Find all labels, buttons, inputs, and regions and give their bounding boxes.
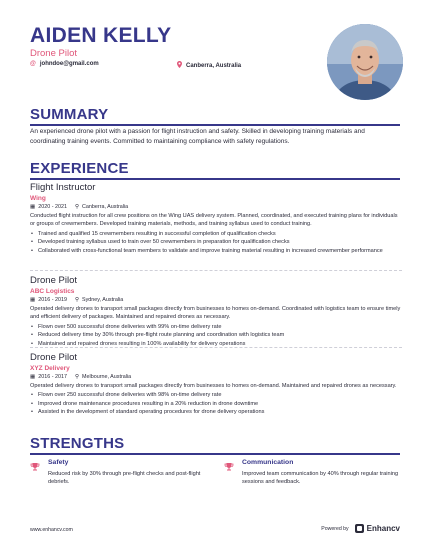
job-title: Flight Instructor: [30, 182, 96, 193]
powered-by-text: Powered by: [321, 525, 349, 532]
experience-rule: [30, 178, 400, 180]
job-bullet: • Flown over 250 successful drone deliveries with 98% on-time delivery rate: [30, 391, 402, 399]
summary-text: An experienced drone pilot with a passion for flight instruction and safety. Skilled in developing training materials and coordinating training events. Committed to maintaining compliance with safety regulations.: [30, 128, 365, 145]
location-text: Canberra, Australia: [186, 62, 242, 69]
calendar-icon: ▦: [30, 204, 36, 210]
job-bullet: • Maintained and repaired drones resulting in 100% availability for delivery operations: [30, 340, 402, 348]
job-entry: [30, 275, 402, 348]
enhancv-logo: [355, 524, 400, 533]
summary-rule: [30, 124, 400, 126]
job-bullet: • Improved drone maintenance procedures resulting in a 20% reduction in drone downtime: [30, 400, 402, 408]
job-company: XYZ Delivery: [30, 365, 70, 372]
enhancv-logo-icon: [355, 524, 364, 533]
strengths-rule: [30, 453, 400, 455]
job-meta: [30, 297, 402, 303]
strength-description: Reduced risk by 30% through pre-flight checks and post-flight debriefs.: [48, 471, 201, 486]
calendar-icon: ▦: [30, 297, 36, 303]
at-icon: @: [30, 61, 36, 67]
job-location: Canberra, Australia: [82, 204, 129, 210]
job-meta: [30, 204, 402, 210]
calendar-icon: ▦: [30, 374, 36, 380]
job-location: Melbourne, Australia: [82, 374, 132, 380]
trophy-icon: [30, 459, 40, 469]
footer-website[interactable]: www.enhancv.com: [30, 527, 73, 533]
brand-name: Enhancv: [366, 524, 400, 533]
job-bullets: [30, 391, 402, 416]
job-bullet: • Developed training syllabus used to train over 50 crewmembers in preparation for qualification checks: [30, 238, 402, 246]
job-description: Operated delivery drones to transport small packages directly from businesses to homes on-demand. Maintained and repaired drones as necessary.: [30, 383, 397, 389]
job-bullets: [30, 230, 402, 255]
job-bullets: [30, 323, 402, 348]
job-title: Drone Pilot: [30, 352, 77, 363]
job-dates: 2016 - 2019: [38, 297, 67, 303]
strength-description: Improved team communication by 40% through regular training sessions and feedback.: [242, 471, 399, 486]
trophy-icon: [224, 459, 234, 469]
job-description: Conducted flight instruction for all crew positions on the Wing UAS delivery system. Planned, coordinated, and executed training plans for individuals or groups of crewmembers. Developed training materials, methods, and training syllabus used to conduct training.: [30, 213, 398, 228]
job-company: Wing: [30, 195, 46, 202]
candidate-title: Drone Pilot: [30, 48, 77, 59]
job-bullet: • Collaborated with cross-functional team members to validate and improve training material resulting in increased crewmember performance: [30, 247, 402, 255]
contact-location: [177, 61, 241, 70]
job-entry: [30, 352, 402, 417]
candidate-name: AIDEN KELLY: [30, 24, 172, 47]
profile-photo: [327, 24, 403, 100]
job-bullet: • Reduced delivery time by 30% through pre-flight route planning and coordination with logistics team: [30, 331, 402, 339]
job-bullet: • Trained and qualified 15 crewmembers resulting in successful completion of qualification checks: [30, 230, 402, 238]
map-pin-icon: ⚲: [74, 374, 80, 380]
footer-brand[interactable]: [321, 524, 400, 533]
job-bullet: • Assisted in the development of standard operating procedures for drone delivery operations: [30, 408, 402, 416]
map-pin-icon: ⚲: [74, 204, 80, 210]
job-description: Operated delivery drones to transport small packages directly from businesses to homes on-demand. Coordinated with logistics team to ensure timely and efficient delivery of packages. Maintained and repaired drones as necessary.: [30, 306, 401, 321]
job-bullet: • Flown over 500 successful drone deliveries with 99% on-time delivery rate: [30, 323, 402, 331]
strength-title: Safety: [48, 459, 69, 466]
job-location: Sydney, Australia: [82, 297, 124, 303]
contact-email[interactable]: [30, 61, 99, 67]
job-meta: [30, 374, 402, 380]
job-divider: [30, 347, 402, 348]
strengths-heading: STRENGTHS: [30, 435, 125, 452]
job-divider: [30, 270, 402, 271]
job-company: ABC Logistics: [30, 288, 75, 295]
map-pin-icon: ⚲: [74, 297, 80, 303]
summary-heading: SUMMARY: [30, 106, 109, 123]
job-dates: 2020 - 2021: [38, 204, 67, 210]
experience-heading: EXPERIENCE: [30, 160, 129, 177]
job-dates: 2016 - 2017: [38, 374, 67, 380]
strength-title: Communication: [242, 459, 294, 466]
email-text: johndoe@gmail.com: [39, 61, 99, 67]
job-entry: [30, 182, 402, 255]
job-title: Drone Pilot: [30, 275, 77, 286]
map-pin-icon: [177, 61, 182, 70]
